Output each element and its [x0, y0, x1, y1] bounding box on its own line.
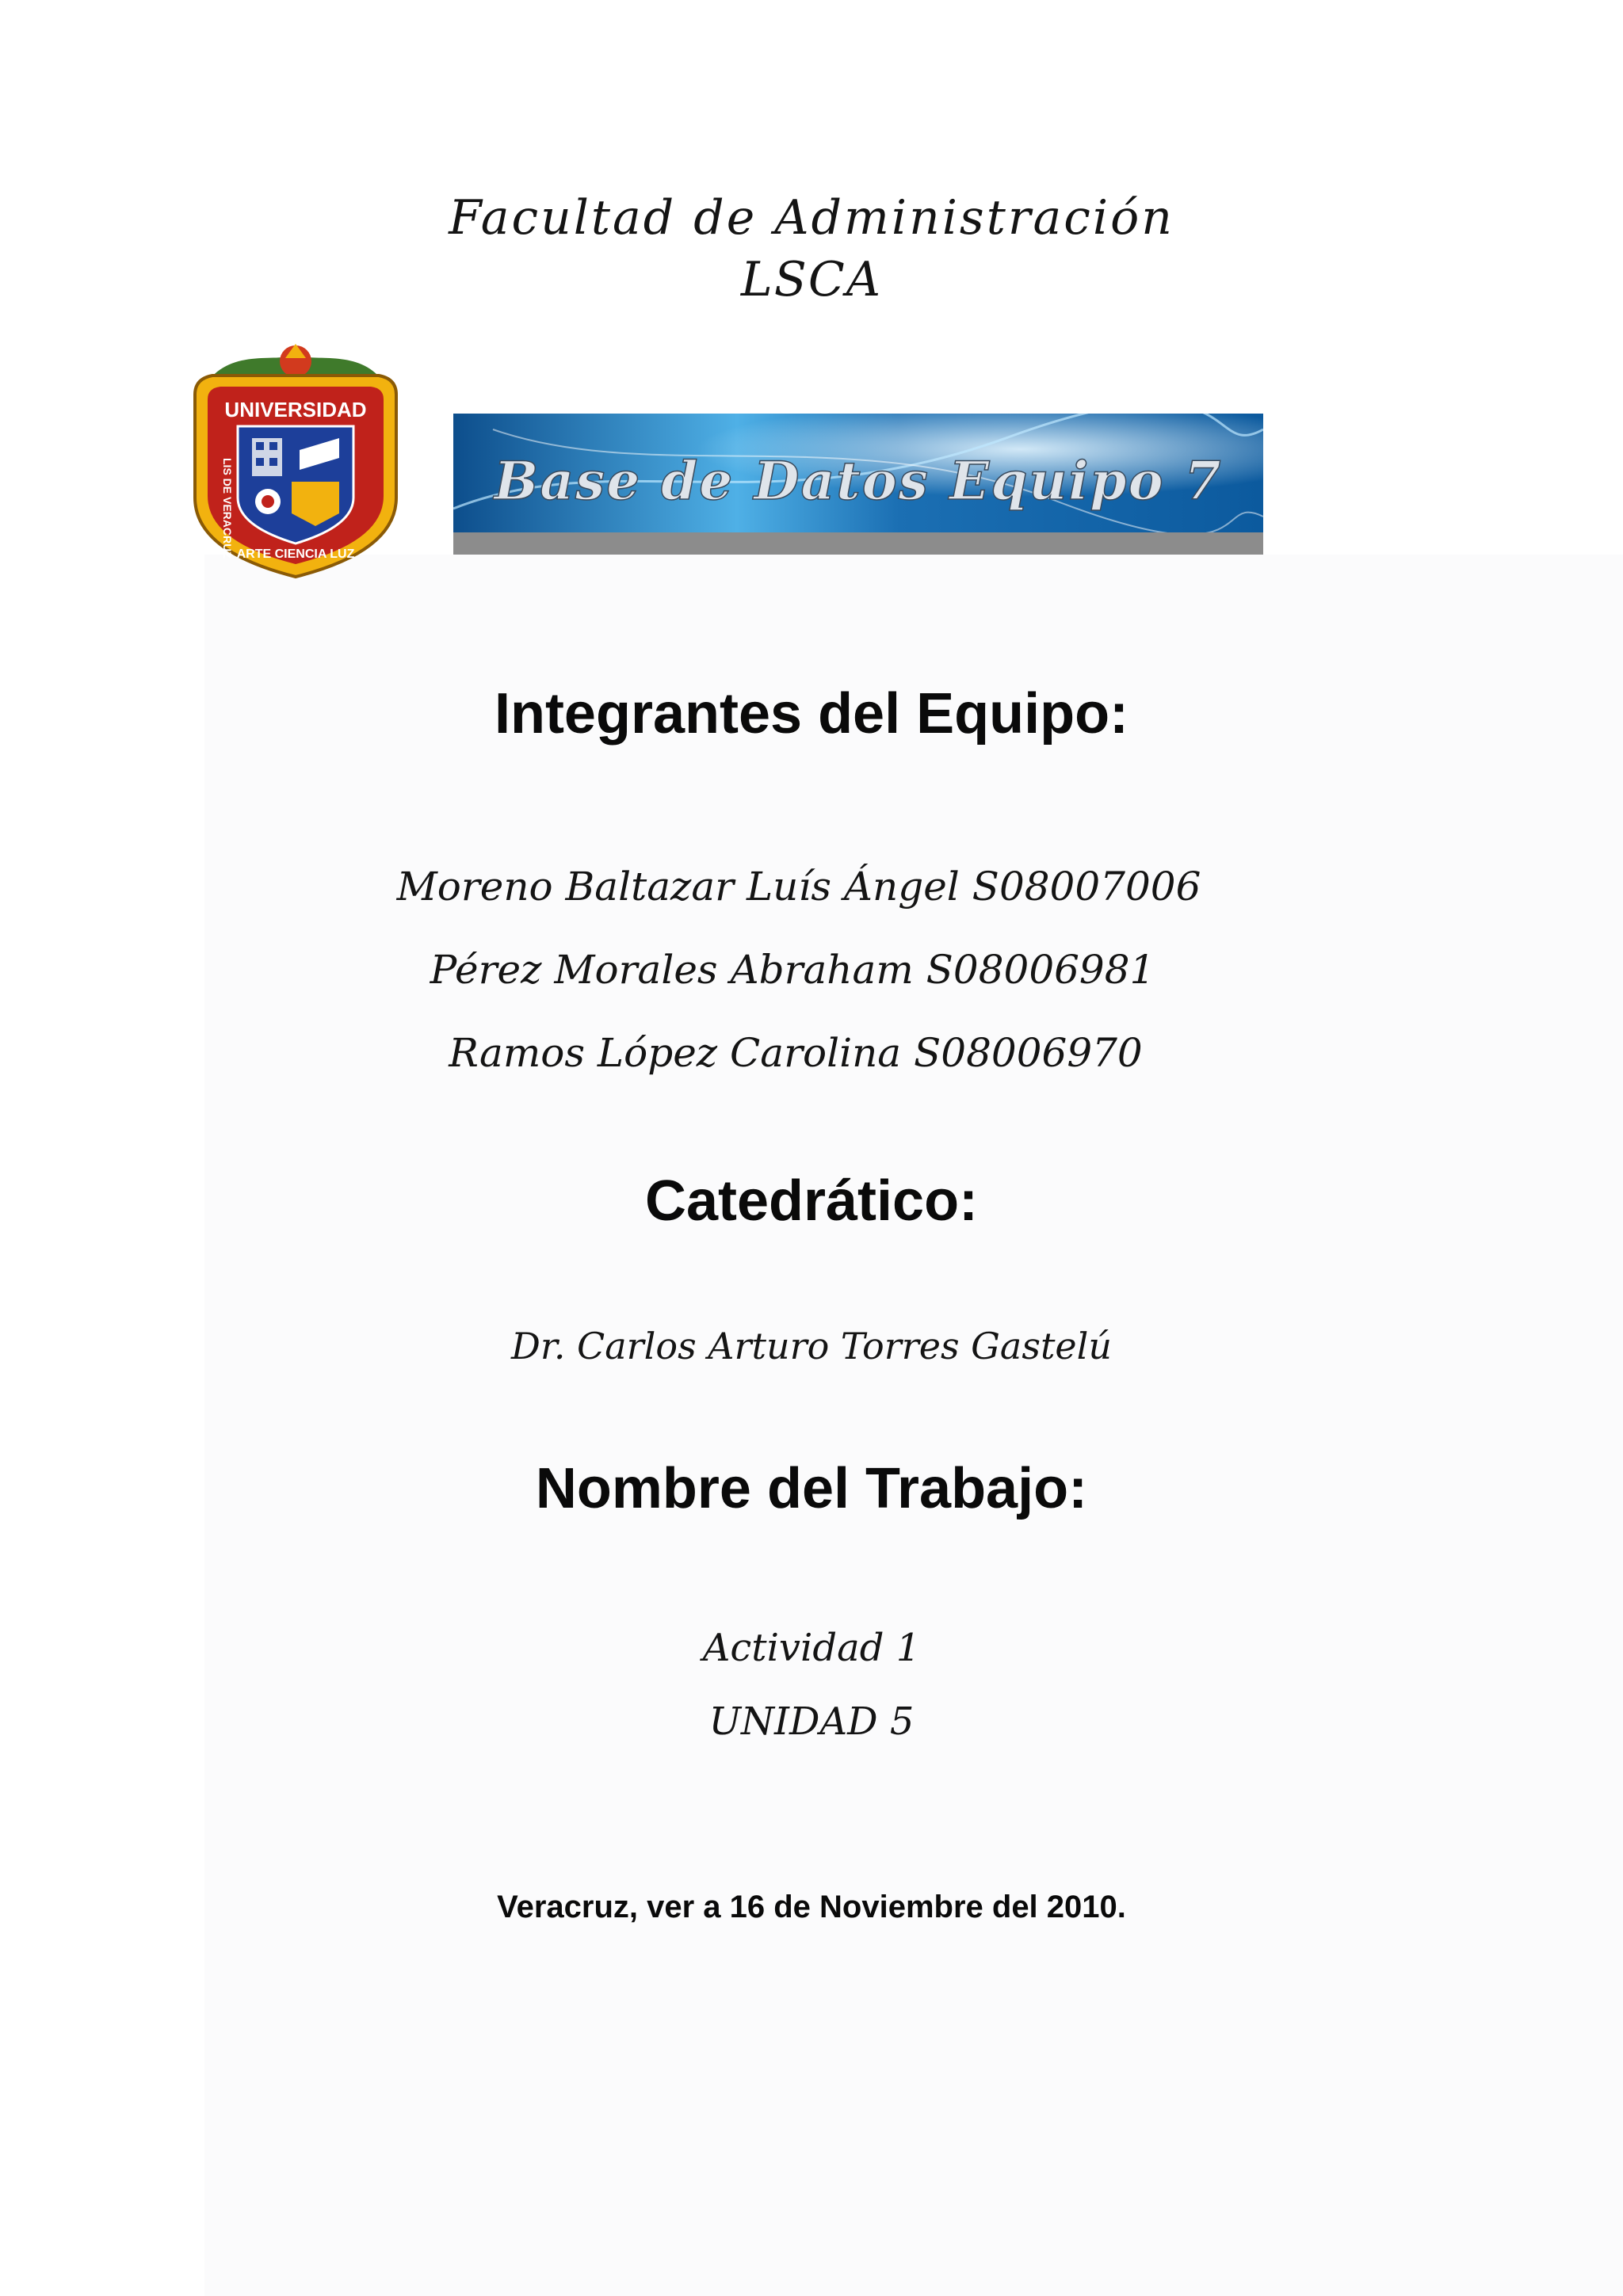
seal-left-label: LIS DE VERACRUZ	[221, 458, 234, 559]
seal-top-label: UNIVERSIDAD	[224, 398, 367, 421]
teacher-heading: Catedrático:	[644, 1169, 979, 1233]
university-seal-icon	[181, 339, 411, 582]
members-heading: Integrantes del Equipo:	[494, 682, 1129, 746]
work-heading: Nombre del Trabajo:	[535, 1457, 1088, 1520]
member-item: Pérez Morales Abraham S08006981	[430, 947, 1155, 993]
footer-date: Veracruz, ver a 16 de Noviembre del 2010.	[497, 1890, 1126, 1924]
member-item: Ramos López Carolina S08006970	[449, 1030, 1143, 1076]
banner-image	[453, 414, 1263, 555]
teacher-name: Dr. Carlos Arturo Torres Gastelú	[511, 1325, 1112, 1367]
banner-title: Base de Datos Equipo 7	[494, 450, 1223, 512]
seal-bottom-label: ARTE CIENCIA LUZ	[236, 547, 355, 561]
work-unit: UNIDAD 5	[708, 1699, 915, 1744]
faculty-title: Facultad de Administración	[449, 190, 1174, 246]
member-item: Moreno Baltazar Luís Ángel S08007006	[396, 864, 1201, 910]
program-title: LSCA	[740, 252, 883, 307]
work-activity: Actividad 1	[702, 1626, 921, 1670]
page-background	[204, 555, 1623, 2296]
